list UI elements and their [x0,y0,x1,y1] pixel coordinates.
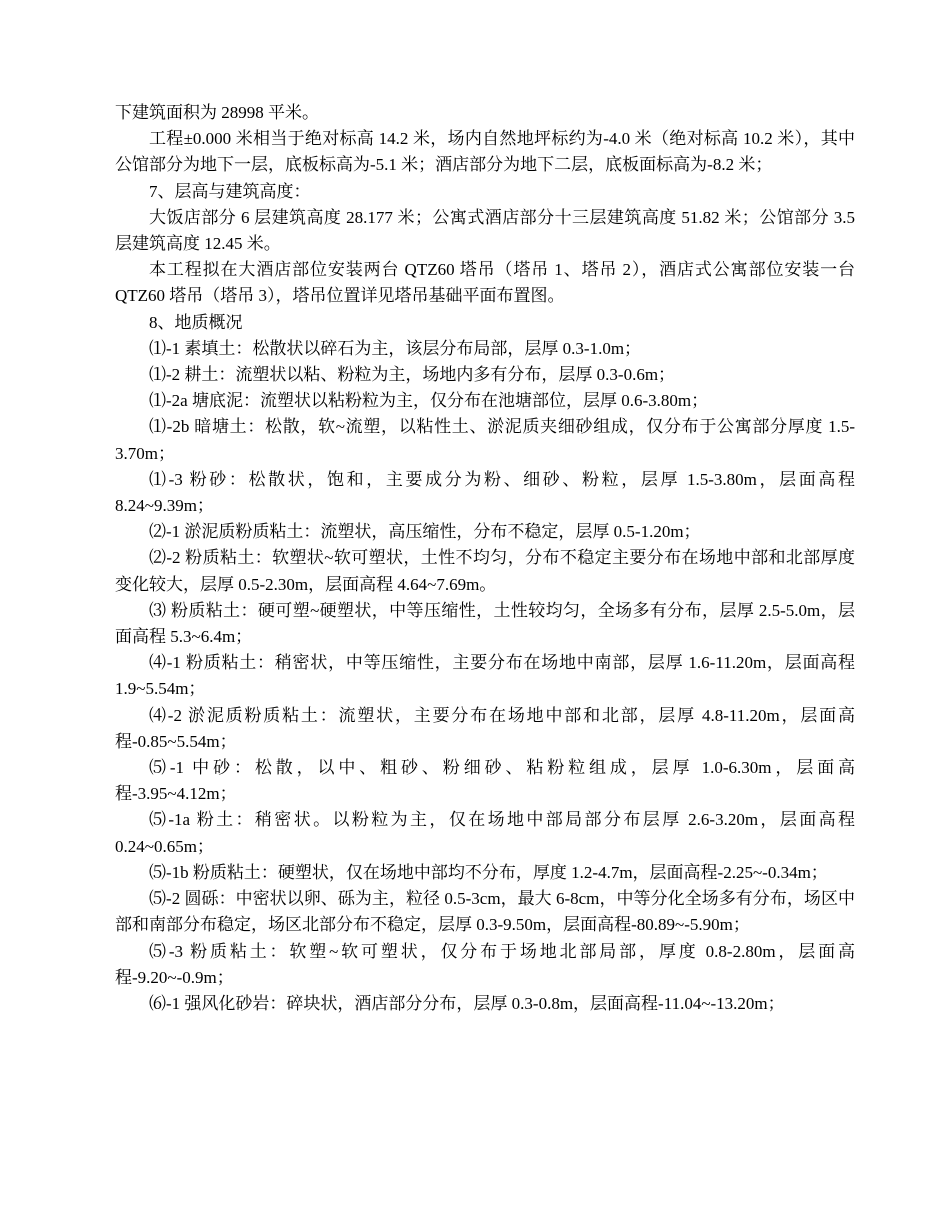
paragraph: 大饭店部分 6 层建筑高度 28.177 米；公寓式酒店部分十三层建筑高度 51.82 米；公馆部分 3.5 层建筑高度 12.45 米。 [115,207,855,254]
soil-layer-item: ⑴-2a 塘底泥：流塑状以粘粉粒为主，仅分布在池塘部位，层厚 0.6-3.80m； [149,391,709,411]
soil-layer-item: ⑶ 粉质粘土：硬可塑~硬塑状，中等压缩性，土性较均匀，全场多有分布，层厚 2.5-5.0m，层面高程 5.3~6.4m； [115,600,855,647]
paragraph: 本工程拟在大酒店部位安装两台 QTZ60 塔吊（塔吊 1、塔吊 2），酒店式公寓部位安装一台 QTZ60 塔吊（塔吊 3），塔吊位置详见塔吊基础平面布置图。 [115,260,855,306]
soil-layer-item: ⑸-1a 粉土：稍密状。以粉粒为主，仅在场地中部局部分布层厚 2.6-3.20m，层面高程 0.24~0.65m； [115,810,855,856]
soil-layer-item: ⑷-2 淤泥质粉质粘土：流塑状，主要分布在场地中部和北部，层厚 4.8-11.20m，层面高程-0.85~5.54m； [115,705,855,751]
soil-layer-item: ⑸-1 中砂：松散，以中、粗砂、粉细砂、粘粉粒组成，层厚 1.0-6.30m，层面高程-3.95~4.12m； [115,758,855,804]
soil-layer-item: ⑴-1 素填土：松散状以碎石为主，该层分布局部，层厚 0.3-1.0m； [149,338,642,358]
paragraph: 工程±0.000 米相当于绝对标高 14.2 米，场内自然地坪标约为-4.0 米（绝对标高 10.2 米），其中公馆部分为地下一层，底板标高为-5.1 米；酒店部分为地下二层，底板面标高为-8.2 米； [115,129,855,175]
soil-layer-item: ⑴-2 耕土：流塑状以粘、粉粒为主，场地内多有分布，层厚 0.3-0.6m； [149,365,676,385]
soil-layer-item: ⑵-2 粉质粘土：软塑状~软可塑状，土性不均匀，分布不稳定主要分布在场地中部和北部厚度变化较大，层厚 0.5-2.30m，层面高程 4.64~7.69m。 [115,548,855,594]
soil-layer-item: ⑸-1b 粉质粘土：硬塑状，仅在场地中部均不分布，厚度 1.2-4.7m，层面高程-2.25~-0.34m； [149,862,828,882]
section-heading: 8、地质概况 [149,312,243,332]
soil-layer-item: ⑵-1 淤泥质粉质粘土：流塑状，高压缩性，分布不稳定，层厚 0.5-1.20m； [149,522,701,542]
soil-layer-item: ⑷-1 粉质粘土：稍密状，中等压缩性，主要分布在场地中南部，层厚 1.6-11.20m，层面高程 1.9~5.54m； [115,653,855,699]
soil-layer-item: ⑴-2b 暗塘土：松散，软~流塑，以粘性土、淤泥质夹细砂组成，仅分布于公寓部分厚度 1.5-3.70m； [115,417,855,463]
soil-layer-item: ⑸-2 圆砾：中密状以卵、砾为主，粒径 0.5-3cm，最大 6-8cm，中等分化全场多有分布，场区中部和南部分布稳定，场区北部分布不稳定，层厚 0.3-9.50m，层面高程-80.89~-5.90m； [115,889,855,935]
soil-layer-item: ⑴-3 粉砂：松散状，饱和，主要成分为粉、细砂、粉粒，层厚 1.5-3.80m，层面高程 8.24~9.39m； [115,469,855,516]
document-body [115,100,855,1017]
section-heading: 7、层高与建筑高度： [149,181,311,201]
soil-layer-item: ⑸-3 粉质粘土：软塑~软可塑状，仅分布于场地北部局部，厚度 0.8-2.80m，层面高程-9.20~-0.9m； [115,941,855,987]
soil-layer-item: ⑹-1 强风化砂岩：碎块状，酒店部分分布，层厚 0.3-0.8m，层面高程-11.04~-13.20m； [149,993,785,1013]
paragraph: 下建筑面积为 28998 平米。 [115,103,319,122]
